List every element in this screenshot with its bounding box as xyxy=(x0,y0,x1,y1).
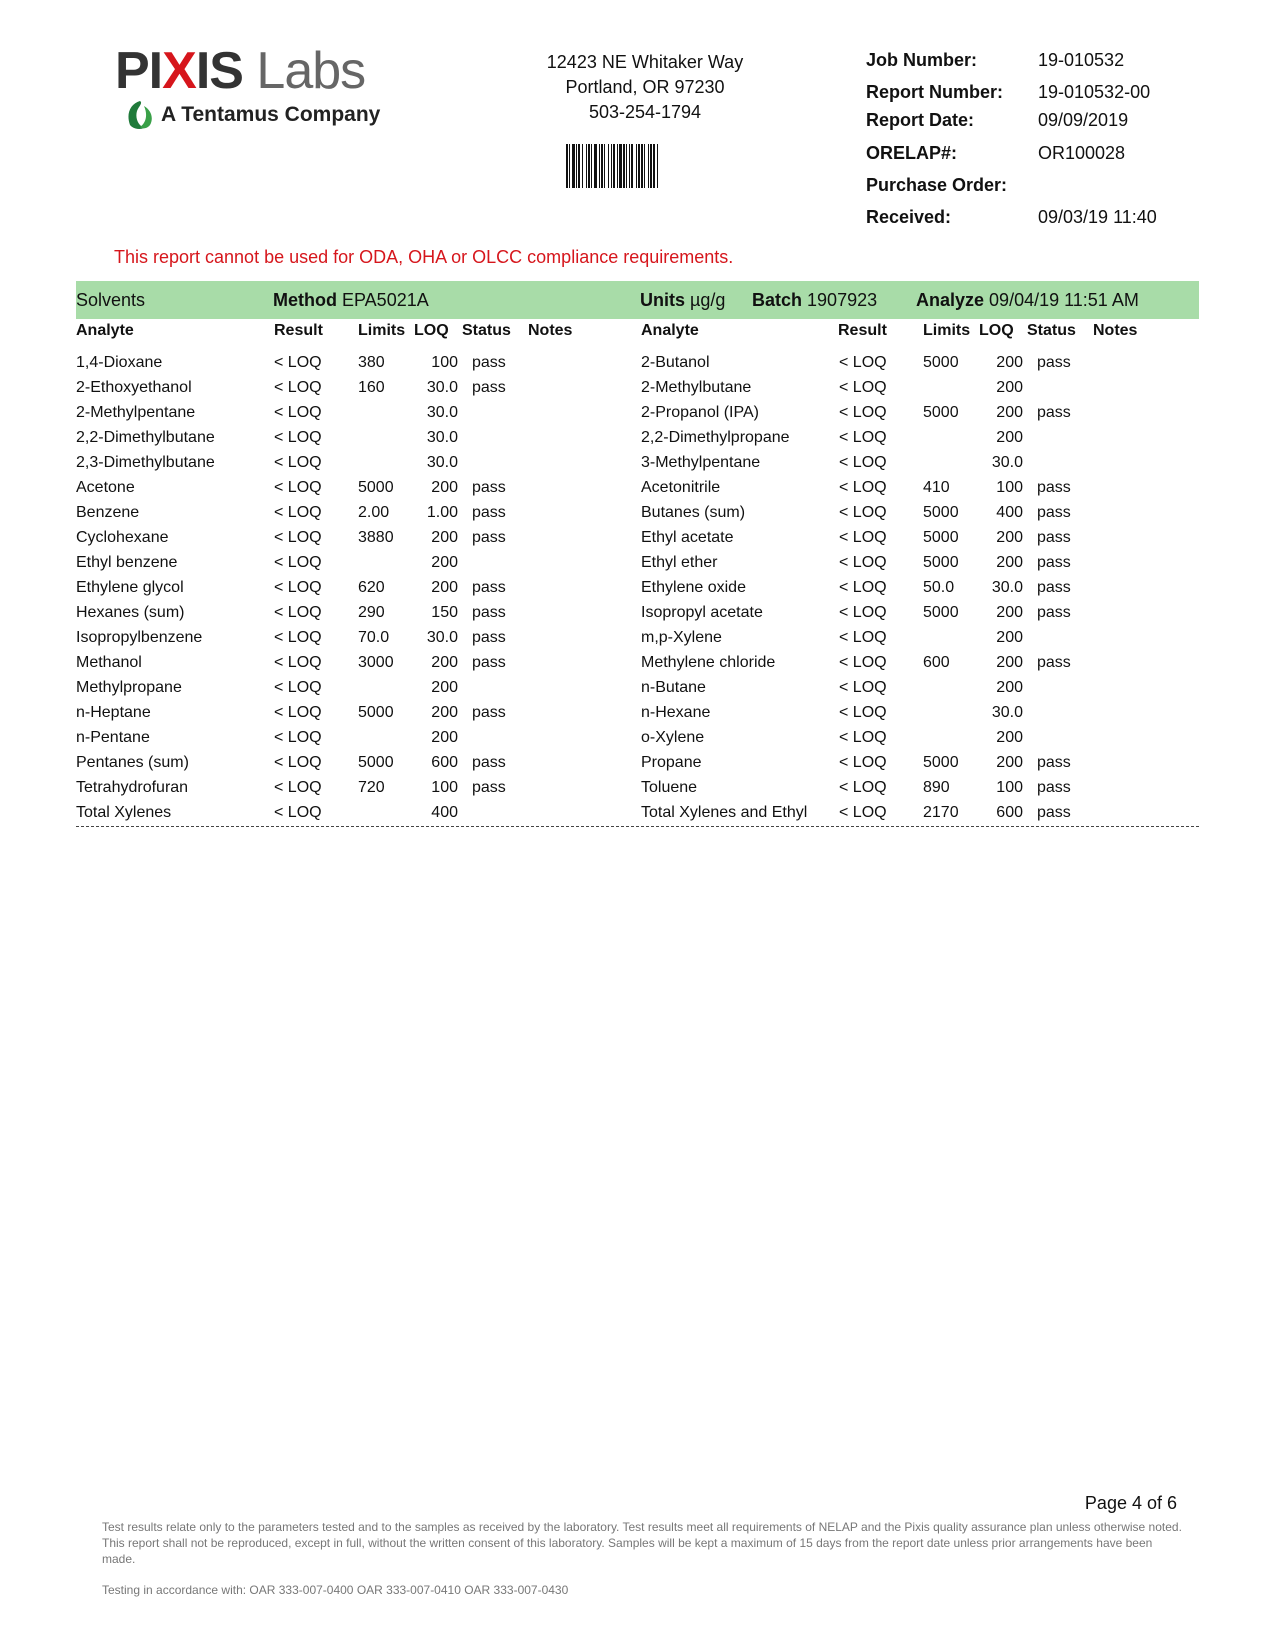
cell-analyte-right: 2-Butanol xyxy=(641,354,710,371)
cell-loq-left: 400 xyxy=(431,804,458,821)
cell-result-right: < LOQ xyxy=(839,504,887,521)
cell-status-left: pass xyxy=(472,579,506,596)
batch-label: Batch xyxy=(752,290,803,310)
meta-value: OR100028 xyxy=(1038,143,1126,163)
meta-value: 19-010532 xyxy=(1038,50,1125,70)
cell-result-right: < LOQ xyxy=(839,554,887,571)
cell-analyte-left: Ethyl benzene xyxy=(76,554,178,571)
units-field xyxy=(640,290,725,311)
barcode xyxy=(566,144,706,188)
cell-result-right: < LOQ xyxy=(839,679,887,696)
cell-analyte-left: n-Heptane xyxy=(76,704,151,721)
address-line-1: 12423 NE Whitaker Way xyxy=(546,52,744,72)
cell-loq-left: 200 xyxy=(431,529,458,546)
cell-limits-right: 5000 xyxy=(923,529,959,546)
cell-analyte-left: 2-Methylpentane xyxy=(76,404,196,421)
cell-result-right: < LOQ xyxy=(839,479,887,496)
cell-loq-right: 30.0 xyxy=(991,579,1023,596)
cell-result-left: < LOQ xyxy=(274,679,322,696)
cell-loq-right: 200 xyxy=(996,604,1023,621)
cell-analyte-left: 2,3-Dimethylbutane xyxy=(76,454,215,471)
cell-analyte-right: o-Xylene xyxy=(641,729,705,746)
method-value: EPA5021A xyxy=(342,290,429,310)
cell-analyte-right: Ethyl acetate xyxy=(641,529,734,546)
cell-analyte-left: Methanol xyxy=(76,654,142,671)
cell-result-right: < LOQ xyxy=(839,429,887,446)
col-header-limits-left: Limits xyxy=(358,322,406,339)
meta-row xyxy=(866,207,1266,231)
cell-loq-left: 200 xyxy=(431,704,458,721)
meta-row xyxy=(866,175,1266,199)
barcode-bar xyxy=(588,144,590,188)
cell-limits-right: 890 xyxy=(923,779,950,796)
cell-status-left: pass xyxy=(472,479,506,496)
cell-loq-left: 600 xyxy=(431,754,458,771)
cell-result-right: < LOQ xyxy=(839,454,887,471)
barcode-bar xyxy=(629,144,630,188)
barcode-bar xyxy=(636,144,637,188)
cell-analyte-left: Total Xylenes xyxy=(76,804,172,821)
cell-result-right: < LOQ xyxy=(839,579,887,596)
cell-analyte-right: m,p-Xylene xyxy=(641,629,722,646)
barcode-bar xyxy=(586,144,587,188)
leaf-icon xyxy=(123,98,157,132)
barcode-bar xyxy=(566,144,568,188)
cell-result-left: < LOQ xyxy=(274,479,322,496)
cell-result-left: < LOQ xyxy=(274,454,322,471)
cell-status-right: pass xyxy=(1037,554,1071,571)
meta-row xyxy=(866,82,1266,106)
cell-analyte-left: Isopropylbenzene xyxy=(76,629,203,646)
logo-subtitle: A Tentamus Company xyxy=(161,103,381,126)
cell-limits-right: 410 xyxy=(923,479,950,496)
address-line-2: Portland, OR 97230 xyxy=(565,77,725,97)
barcode-bar xyxy=(569,144,570,188)
cell-limits-left: 3000 xyxy=(358,654,394,671)
cell-analyte-right: Ethylene oxide xyxy=(641,579,746,596)
cell-result-left: < LOQ xyxy=(274,379,322,396)
meta-row xyxy=(866,143,1266,167)
cell-result-right: < LOQ xyxy=(839,354,887,371)
cell-result-right: < LOQ xyxy=(839,654,887,671)
cell-result-right: < LOQ xyxy=(839,754,887,771)
cell-analyte-right: Isopropyl acetate xyxy=(641,604,763,621)
cell-loq-right: 600 xyxy=(996,804,1023,821)
cell-loq-left: 200 xyxy=(431,654,458,671)
barcode-bar xyxy=(572,144,575,188)
company-logo xyxy=(115,42,405,142)
cell-limits-left: 160 xyxy=(358,379,385,396)
meta-label: Purchase Order: xyxy=(866,175,1008,195)
meta-label: Report Number: xyxy=(866,82,1004,102)
cell-loq-right: 200 xyxy=(996,379,1023,396)
cell-status-right: pass xyxy=(1037,754,1071,771)
batch-value: 1907923 xyxy=(807,290,878,310)
meta-value: 19-010532-00 xyxy=(1038,82,1151,102)
cell-limits-right: 50.0 xyxy=(923,579,955,596)
col-header-result-right: Result xyxy=(838,322,887,339)
cell-loq-right: 200 xyxy=(996,529,1023,546)
cell-loq-right: 200 xyxy=(996,654,1023,671)
barcode-bar xyxy=(631,144,633,188)
cell-analyte-right: Total Xylenes and Ethyl xyxy=(641,804,808,821)
cell-result-left: < LOQ xyxy=(274,404,322,421)
analyze-label: Analyze xyxy=(916,290,985,310)
cell-loq-right: 200 xyxy=(996,754,1023,771)
meta-row xyxy=(866,50,1266,74)
cell-analyte-left: Cyclohexane xyxy=(76,529,169,546)
cell-result-left: < LOQ xyxy=(274,354,322,371)
cell-status-left: pass xyxy=(472,504,506,521)
cell-limits-left: 380 xyxy=(358,354,385,371)
cell-result-left: < LOQ xyxy=(274,779,322,796)
cell-loq-right: 200 xyxy=(996,354,1023,371)
analyze-field xyxy=(916,290,1139,311)
barcode-bar xyxy=(657,144,658,188)
meta-label: Report Date: xyxy=(866,110,975,130)
cell-analyte-left: 1,4-Dioxane xyxy=(76,354,163,371)
meta-value: 09/03/19 11:40 xyxy=(1038,207,1157,227)
cell-limits-right: 5000 xyxy=(923,604,959,621)
solvents-header-band xyxy=(76,281,1199,319)
cell-analyte-left: Hexanes (sum) xyxy=(76,604,185,621)
cell-loq-right: 200 xyxy=(996,729,1023,746)
cell-result-left: < LOQ xyxy=(274,604,322,621)
barcode-bar xyxy=(601,144,603,188)
cell-analyte-left: 2,2-Dimethylbutane xyxy=(76,429,215,446)
col-header-loq-right: LOQ xyxy=(979,322,1014,339)
table-end-divider xyxy=(76,826,1199,827)
logo-pixis-prefix: PI xyxy=(115,42,163,100)
cell-loq-left: 30.0 xyxy=(426,379,458,396)
barcode-bar xyxy=(578,144,580,188)
cell-result-right: < LOQ xyxy=(839,729,887,746)
cell-result-right: < LOQ xyxy=(839,529,887,546)
cell-analyte-right: 2-Propanol (IPA) xyxy=(641,404,759,421)
cell-limits-right: 2170 xyxy=(923,804,959,821)
cell-loq-right: 400 xyxy=(996,504,1023,521)
cell-status-right: pass xyxy=(1037,779,1071,796)
cell-loq-right: 30.0 xyxy=(991,454,1023,471)
barcode-bar xyxy=(617,144,618,188)
cell-status-right: pass xyxy=(1037,579,1071,596)
barcode-bar xyxy=(576,144,577,188)
cell-analyte-right: 2,2-Dimethylpropane xyxy=(641,429,790,446)
address-phone: 503-254-1794 xyxy=(588,102,702,122)
cell-result-left: < LOQ xyxy=(274,429,322,446)
cell-limits-left: 5000 xyxy=(358,754,394,771)
cell-limits-left: 70.0 xyxy=(358,629,390,646)
cell-loq-left: 200 xyxy=(431,554,458,571)
cell-status-left: pass xyxy=(472,654,506,671)
cell-result-left: < LOQ xyxy=(274,804,322,821)
cell-loq-left: 150 xyxy=(431,604,458,621)
cell-limits-left: 720 xyxy=(358,779,385,796)
cell-limits-left: 3880 xyxy=(358,529,394,546)
barcode-bar xyxy=(626,144,627,188)
barcode-bar xyxy=(641,144,643,188)
meta-value: 09/09/2019 xyxy=(1038,110,1129,130)
cell-analyte-right: Toluene xyxy=(641,779,698,796)
cell-analyte-left: Methylpropane xyxy=(76,679,182,696)
cell-result-right: < LOQ xyxy=(839,629,887,646)
cell-loq-left: 200 xyxy=(431,729,458,746)
cell-result-left: < LOQ xyxy=(274,504,322,521)
cell-loq-right: 200 xyxy=(996,554,1023,571)
cell-status-left: pass xyxy=(472,529,506,546)
col-header-analyte-left: Analyte xyxy=(76,322,134,339)
cell-loq-left: 30.0 xyxy=(426,404,458,421)
col-header-result-left: Result xyxy=(274,322,323,339)
col-header-notes-right: Notes xyxy=(1093,322,1138,339)
cell-analyte-right: Ethyl ether xyxy=(641,554,718,571)
cell-analyte-left: Acetone xyxy=(76,479,135,496)
cell-result-right: < LOQ xyxy=(839,704,887,721)
cell-loq-right: 30.0 xyxy=(991,704,1023,721)
barcode-bar xyxy=(599,144,600,188)
cell-status-right: pass xyxy=(1037,804,1071,821)
col-header-limits-right: Limits xyxy=(923,322,971,339)
cell-loq-left: 100 xyxy=(431,354,458,371)
cell-result-left: < LOQ xyxy=(274,754,322,771)
cell-loq-right: 200 xyxy=(996,679,1023,696)
cell-status-left: pass xyxy=(472,754,506,771)
cell-status-left: pass xyxy=(472,354,506,371)
col-header-status-left: Status xyxy=(462,322,511,339)
cell-limits-left: 2.00 xyxy=(358,504,390,521)
cell-analyte-left: Pentanes (sum) xyxy=(76,754,189,771)
cell-analyte-left: Benzene xyxy=(76,504,140,521)
logo-pixis-suffix: IS xyxy=(195,42,243,100)
cell-result-left: < LOQ xyxy=(274,579,322,596)
barcode-bar xyxy=(611,144,612,188)
barcode-bar xyxy=(608,144,609,188)
cell-analyte-left: n-Pentane xyxy=(76,729,150,746)
cell-loq-left: 200 xyxy=(431,579,458,596)
cell-analyte-right: Propane xyxy=(641,754,702,771)
cell-limits-right: 5000 xyxy=(923,404,959,421)
cell-analyte-right: n-Butane xyxy=(641,679,706,696)
cell-analyte-left: 2-Ethoxyethanol xyxy=(76,379,192,396)
meta-label: ORELAP#: xyxy=(866,143,958,163)
cell-loq-right: 200 xyxy=(996,404,1023,421)
page-number: Page 4 of 6 xyxy=(1084,1493,1177,1513)
barcode-bar xyxy=(650,144,652,188)
cell-result-left: < LOQ xyxy=(274,704,322,721)
cell-result-left: < LOQ xyxy=(274,629,322,646)
units-value: µg/g xyxy=(690,290,726,310)
cell-result-right: < LOQ xyxy=(839,804,887,821)
cell-result-left: < LOQ xyxy=(274,554,322,571)
cell-loq-left: 200 xyxy=(431,679,458,696)
cell-status-right: pass xyxy=(1037,604,1071,621)
logo-wordmark xyxy=(115,42,365,100)
cell-status-left: pass xyxy=(472,704,506,721)
cell-status-left: pass xyxy=(472,379,506,396)
logo-labs: Labs xyxy=(242,42,366,100)
cell-status-right: pass xyxy=(1037,404,1071,421)
col-header-loq-left: LOQ xyxy=(414,322,449,339)
logo-pixis-x: X xyxy=(162,42,196,100)
logo-subtitle-row xyxy=(123,98,380,132)
barcode-bar xyxy=(594,144,597,188)
barcode-bar xyxy=(644,144,645,188)
barcode-bar xyxy=(604,144,605,188)
cell-result-right: < LOQ xyxy=(839,404,887,421)
cell-status-right: pass xyxy=(1037,354,1071,371)
cell-result-right: < LOQ xyxy=(839,379,887,396)
cell-status-right: pass xyxy=(1037,654,1071,671)
cell-analyte-right: n-Hexane xyxy=(641,704,711,721)
barcode-bar xyxy=(653,144,655,188)
barcode-bar xyxy=(591,144,592,188)
cell-loq-right: 100 xyxy=(996,779,1023,796)
cell-analyte-right: 3-Methylpentane xyxy=(641,454,761,471)
col-header-notes-left: Notes xyxy=(528,322,573,339)
cell-loq-right: 100 xyxy=(996,479,1023,496)
barcode-bar xyxy=(613,144,615,188)
cell-loq-left: 30.0 xyxy=(426,429,458,446)
cell-result-left: < LOQ xyxy=(274,529,322,546)
cell-analyte-left: Tetrahydrofuran xyxy=(76,779,189,796)
cell-analyte-right: Butanes (sum) xyxy=(641,504,746,521)
cell-limits-left: 5000 xyxy=(358,479,394,496)
cell-analyte-right: 2-Methylbutane xyxy=(641,379,752,396)
cell-limits-right: 5000 xyxy=(923,754,959,771)
cell-result-left: < LOQ xyxy=(274,654,322,671)
cell-result-right: < LOQ xyxy=(839,604,887,621)
analyze-value: 09/04/19 11:51 AM xyxy=(989,290,1139,310)
category-label: Solvents xyxy=(76,290,146,310)
cell-result-right: < LOQ xyxy=(839,779,887,796)
cell-loq-left: 200 xyxy=(431,479,458,496)
units-label: Units xyxy=(640,290,685,310)
barcode-bar xyxy=(648,144,649,188)
lab-address xyxy=(530,50,760,125)
cell-status-left: pass xyxy=(472,779,506,796)
cell-status-right: pass xyxy=(1037,504,1071,521)
barcode-bar xyxy=(619,144,622,188)
cell-result-left: < LOQ xyxy=(274,729,322,746)
cell-loq-right: 200 xyxy=(996,429,1023,446)
cell-loq-left: 1.00 xyxy=(426,504,458,521)
cell-loq-right: 200 xyxy=(996,629,1023,646)
cell-limits-right: 5000 xyxy=(923,554,959,571)
cell-loq-left: 30.0 xyxy=(426,629,458,646)
barcode-bar xyxy=(638,144,640,188)
testing-standards: Testing in accordance with: OAR 333-007-0400 OAR 333-007-0410 OAR 333-007-0430 xyxy=(102,1583,569,1597)
meta-row xyxy=(866,110,1266,134)
cell-loq-left: 30.0 xyxy=(426,454,458,471)
cell-analyte-left: Ethylene glycol xyxy=(76,579,184,596)
barcode-bar xyxy=(582,144,583,188)
cell-limits-right: 5000 xyxy=(923,354,959,371)
cell-limits-right: 5000 xyxy=(923,504,959,521)
compliance-warning: This report cannot be used for ODA, OHA or OLCC compliance requirements. xyxy=(114,247,734,267)
method-field xyxy=(273,290,429,311)
col-header-status-right: Status xyxy=(1027,322,1076,339)
cell-limits-left: 290 xyxy=(358,604,385,621)
cell-status-left: pass xyxy=(472,629,506,646)
cell-analyte-right: Methylene chloride xyxy=(641,654,776,671)
cell-status-right: pass xyxy=(1037,479,1071,496)
meta-label: Job Number: xyxy=(866,50,978,70)
disclaimer-text: Test results relate only to the parameters tested and to the samples as received by the laboratory. Test results meet all requirements of NELAP and the Pixis quality assurance plan unless otherwise noted. This report shall not be reproduced, except in full, without the written consent of this laboratory. Samples will be kept a maximum of 15 days from the report date unless prior arrangements have been made. xyxy=(102,1520,1182,1566)
cell-loq-left: 100 xyxy=(431,779,458,796)
col-header-analyte-right: Analyte xyxy=(641,322,699,339)
barcode-bar xyxy=(623,144,625,188)
batch-field xyxy=(752,290,877,311)
cell-limits-left: 5000 xyxy=(358,704,394,721)
cell-limits-left: 620 xyxy=(358,579,385,596)
cell-status-right: pass xyxy=(1037,529,1071,546)
method-label: Method xyxy=(273,290,337,310)
cell-status-left: pass xyxy=(472,604,506,621)
cell-analyte-right: Acetonitrile xyxy=(641,479,721,496)
cell-limits-right: 600 xyxy=(923,654,950,671)
meta-label: Received: xyxy=(866,207,952,227)
